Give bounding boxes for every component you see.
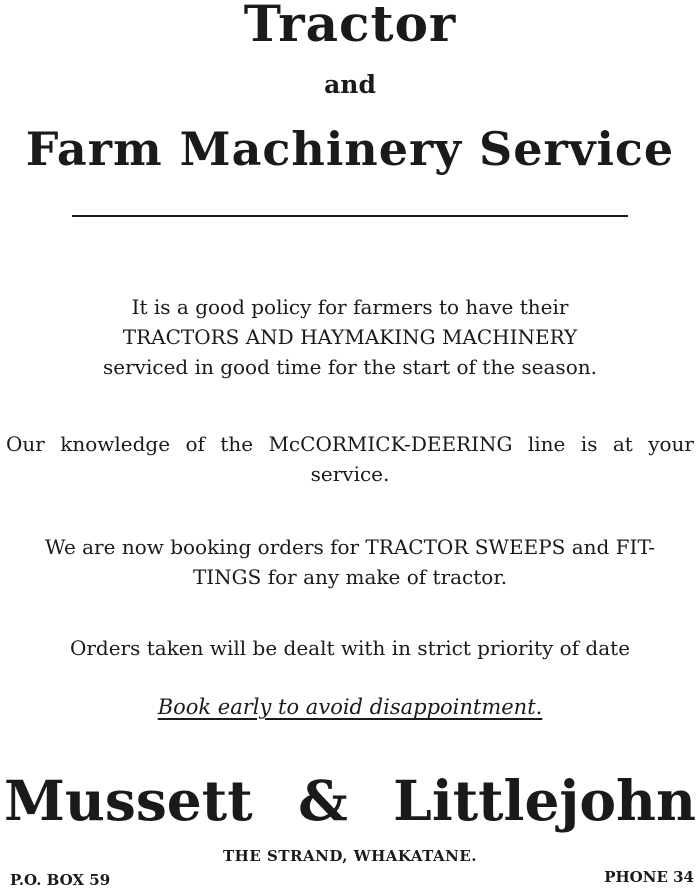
paragraph-servicing-line-3: serviced in good time for the start of the season. xyxy=(103,355,597,379)
paragraph-knowledge xyxy=(0,429,700,489)
paragraph-servicing-line-2: TRACTORS AND HAYMAKING MACHINERY xyxy=(122,325,578,349)
heading-tractor: Tractor xyxy=(243,0,457,53)
paragraph-booking-line-2: TINGS for any make of tractor. xyxy=(192,565,508,589)
paragraph-servicing-line-1: It is a good policy for farmers to have their xyxy=(131,295,569,319)
firm-name-mussett: Mussett xyxy=(4,768,253,833)
paragraph-knowledge-line-2: service. xyxy=(310,462,390,486)
firm-address: THE STRAND, WHAKATANE. xyxy=(223,847,477,865)
paragraph-knowledge-line-1: Our knowledge of the McCORMICK-DEERING line is at your xyxy=(6,432,694,456)
paragraph-booking xyxy=(0,532,700,592)
paragraph-servicing xyxy=(0,292,700,382)
book-early-notice: Book early to avoid disappointment. xyxy=(157,695,543,719)
firm-name-ampersand: & xyxy=(298,768,348,833)
divider-rule xyxy=(72,215,628,217)
phone-number: PHONE 34 xyxy=(604,868,694,886)
firm-name xyxy=(0,768,700,833)
paragraph-priority: Orders taken will be dealt with in strict priority of date xyxy=(69,636,631,660)
paragraph-booking-line-1: We are now booking orders for TRACTOR SWEEPS and FIT- xyxy=(45,535,655,559)
heading-and: and xyxy=(324,70,376,99)
heading-farm-machinery-service: Farm Machinery Service xyxy=(25,122,675,176)
firm-name-littlejohn: Littlejohn xyxy=(393,768,696,833)
po-box: P.O. BOX 59 xyxy=(10,871,111,889)
